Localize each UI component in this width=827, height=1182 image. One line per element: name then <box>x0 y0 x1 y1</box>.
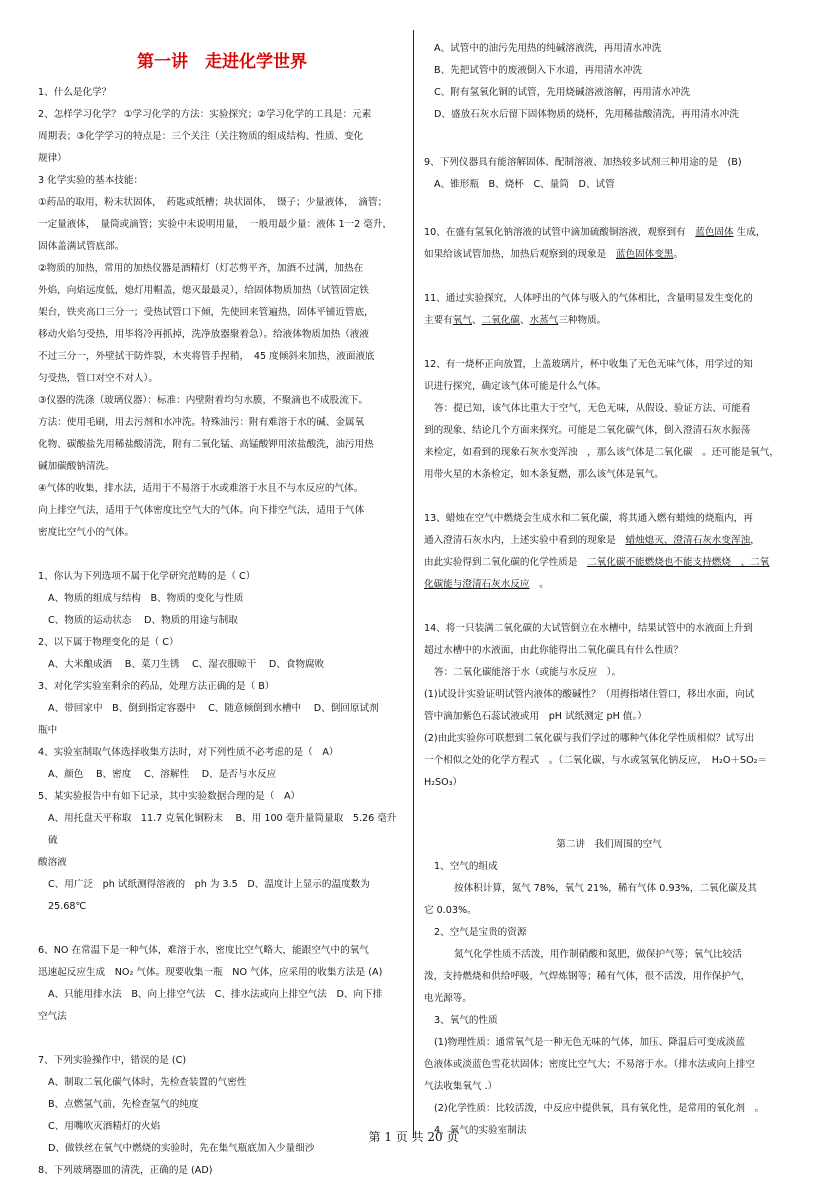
answer-line: 用带火星的木条检定，如木条复燃，那么该气体是氧气。 <box>424 469 664 480</box>
option: 空气法 <box>38 1011 67 1022</box>
text: 、 <box>519 315 530 326</box>
answer: 氧气 <box>452 315 472 326</box>
option: A、物质的组成与结构 B、物质的变化与性质 <box>48 593 244 604</box>
q9 <box>424 152 794 196</box>
option: A、只能用排水法 B、向上排空气法 C、排水法或向上排空气法 D、向下排 <box>48 989 383 1000</box>
column-divider <box>413 30 414 1138</box>
text-line: 3 化学实验的基本技能： <box>38 175 144 186</box>
text: 10、在盛有氢氧化钠溶液的试管中滴加硫酸铜溶液，观察到有 <box>424 227 696 238</box>
question: 超过水槽中的水液面，由此你能得出二氧化碳具有什么性质？ <box>424 645 684 656</box>
option: C、用广泛 ph 试纸测得溶液的 ph 为 3.5 D、温度计上显示的温度数为 25.68℃ <box>48 879 380 912</box>
question: 9、下列仪器具有能溶解固体、配制溶液、加热较多试剂三种用途的是 (B) <box>424 157 742 168</box>
section-title: 第二讲 我们周围的空气 <box>556 839 662 850</box>
option: B、先把试管中的废液倒入下水道，再用清水冲洗 <box>434 65 643 76</box>
question: 14、将一只装满二氧化碳的大试管倒立在水槽中，结果试管中的水液面上升到 <box>424 623 753 634</box>
text-line: 一定量液体， 量筒或滴管；实验中未说明用量， 一般用最少量：液体 1一2 毫升， <box>38 219 393 230</box>
text-line: (1)物理性质：通常氧气是一种无色无味的气体，加压、降温后可变成淡蓝 <box>434 1037 745 1048</box>
text-line: 规律） <box>38 153 67 164</box>
text: 。 <box>673 249 684 260</box>
text-line: 架台，铁夹高口三分一；受热试管口下倾，先使回来管遍热，固体平铺近管底， <box>38 307 374 318</box>
heading: 4、氧气的实验室制法 <box>434 1125 527 1136</box>
text-line: 方法：使用毛刷，用去污剂和水冲洗。特殊油污：附有难溶于水的碱、金属氧 <box>38 417 365 428</box>
option: A、带回家中 B、倒到指定容器中 C、随意倾倒到水槽中 D、倒回原试剂 <box>48 703 379 714</box>
text-line: 外焰，向焰远度低，熄灯用帽盖，熄灭最最灵），给固体物质加热（试管固定铁 <box>38 285 369 296</box>
question: 11、通过实验探究，人体呼出的气体与吸入的气体相比，含量明显发生变化的 <box>424 293 753 304</box>
q8-options <box>424 38 794 126</box>
question: 12、有一烧杯正向放置，上盖玻璃片，杯中收集了无色无味气体，用学过的知 <box>424 359 753 370</box>
page-footer: 第 1 页 共 20 页 <box>368 1130 459 1144</box>
option: A、试管中的油污先用热的纯碱溶液洗，再用清水冲洗 <box>434 43 662 54</box>
questions-section <box>38 566 406 1182</box>
option: 酸溶液 <box>38 857 67 868</box>
question: 8、下列玻璃器皿的清洗，正确的是 (AD) <box>38 1165 213 1176</box>
answer: 蓝色固体变黑 <box>615 249 674 260</box>
text-line: ②物质的加热，常用的加热仪器是酒精灯（灯芯剪平齐，加酒不过满，加热在 <box>38 263 364 274</box>
option: D、盛放石灰水后留下固体物质的烧杯，先用稀盐酸清洗，再用清水冲洗 <box>434 109 739 120</box>
option: 瓶中 <box>38 725 58 736</box>
text: 三种物质。 <box>558 315 607 326</box>
answer-line: (1)试设计实验证明试管内液体的酸碱性？（用拇指堵住管口，移出水面，向试 <box>424 689 755 700</box>
answer: 二氧化碳不能燃烧也不能支持燃烧 、二氧 <box>587 557 770 568</box>
option: C、用嘴吹灭酒精灯的火焰 <box>48 1121 161 1132</box>
text-line: 固体盖满试管底部。 <box>38 241 125 252</box>
question: 1、你认为下列选项不属于化学研究范畴的是（ C） <box>38 571 256 582</box>
heading: 1、空气的组成 <box>434 861 498 872</box>
q13 <box>424 508 794 596</box>
option: C、物质的运动状态 D、物质的用途与制取 <box>48 615 238 626</box>
text-line: 碱加碳酸钠清洗。 <box>38 461 115 472</box>
question: 13、蜡烛在空气中燃烧会生成水和二氧化碳，将其通入燃有蜡烛的烧瓶内，再 <box>424 513 753 524</box>
text: 通入澄清石灰水内，上述实验中看到的现象是 <box>424 535 626 546</box>
text: 、 <box>471 315 482 326</box>
text: 由此实验得到二氧化碳的化学性质是 <box>424 557 588 568</box>
answer: 水蒸气 <box>529 315 559 326</box>
question: 7、下列实验操作中，错误的是 (C) <box>38 1055 187 1066</box>
text-line: ③仪器的洗涤（玻璃仪器）：标准：内壁附着均匀水膜，不聚滴也不成股流下。 <box>38 395 368 406</box>
question: 4、实验室制取气体选择收集方法时，对下列性质不必考虑的是（ A） <box>38 747 339 758</box>
intro-section <box>38 82 406 544</box>
option: A、颜色 B、密度 C、溶解性 D、是否与水反应 <box>48 769 277 780</box>
text-line: 密度比空气小的气体。 <box>38 527 134 538</box>
text-line: ①药品的取用，粉末状固体， 药匙或纸槽；块状固体， 镊子；少量液体， 滴管； <box>38 197 388 208</box>
left-column <box>38 0 406 1182</box>
question: 迅速起反应生成 NO₂ 气体。现要收集一瓶 NO 气体，应采用的收集方法是 (A) <box>38 967 383 978</box>
question <box>424 552 794 574</box>
right-column <box>424 0 794 1142</box>
question <box>424 244 794 266</box>
text-line: 氮气化学性质不活泼，用作制硝酸和氮肥，做保护气等；氧气比较活 <box>454 949 742 960</box>
question: 识进行探究，确定该气体可能是什么气体。 <box>424 381 607 392</box>
option: A、用托盘天平称取 11.7 克氧化铜粉末 B、用 100 毫升量筒量取 5.26 毫升硫 <box>48 813 397 846</box>
answer: 化碳能与澄清石灰水反应 <box>424 579 530 590</box>
text: 如果给该试管加热，加热后观察到的现象是 <box>424 249 616 260</box>
question <box>424 574 794 596</box>
question <box>424 530 794 552</box>
q11 <box>424 288 794 332</box>
option: C、附有氢氧化铜的试管，先用烧碱溶液溶解，再用清水冲洗 <box>434 87 691 98</box>
text-line: 电光源等。 <box>424 993 472 1004</box>
answer-line: 到的现象、结论几个方面来探究。可能是二氧化碳气体，倒入澄清石灰水振荡 <box>424 425 751 436</box>
option: A、大米酿成酒 B、菜刀生锈 C、湿衣服晾干 D、食物腐败 <box>48 659 325 670</box>
text-line: 1、什么是化学？ <box>38 87 112 98</box>
option: A、制取二氧化碳气体时，先检查装置的气密性 <box>48 1077 247 1088</box>
text: 。 <box>529 579 549 590</box>
lecture2-section <box>424 834 794 1142</box>
text-line: 不过三分一，外壁拭干防炸裂，木夹将管手捏稍， 45 度倾斜来加热，液面液底 <box>38 351 375 362</box>
text-line: 2、怎样学习化学？ ①学习化学的方法：实验探究；②学习化学的工具是：元素 <box>38 109 372 120</box>
answer-line: 一个相似之处的化学方程式 。（二氧化碳，与水或氢氧化钠反应， H₂O＋SO₂＝ <box>424 755 768 766</box>
q14 <box>424 618 794 794</box>
page-title: 第一讲 走进化学世界 <box>137 52 307 72</box>
text-line: 周期表；③化学学习的特点是：三个关注（关注物质的组成结构、性质、变化 <box>38 131 364 142</box>
text-line: 泼，支持燃烧和供给呼吸，气焊炼钢等；稀有气体，很不活泼，用作保护气， <box>424 971 751 982</box>
question: 6、NO 在常温下是一种气体，难溶于水，密度比空气略大，能跟空气中的氧气 <box>38 945 369 956</box>
heading: 3、氧气的性质 <box>434 1015 498 1026</box>
question <box>424 310 794 332</box>
text-line: 气法收集氧气 .） <box>424 1081 498 1092</box>
text-line: ④气体的收集，排水法，适用于不易溶于水或难溶于水且不与水反应的气体。 <box>38 483 364 494</box>
answer-line: 答：提已知，该气体比重大于空气，无色无味，从假设、验证方法、可能看 <box>434 403 751 414</box>
question: 3、对化学实验室剩余的药品，处理方法正确的是（ B） <box>38 681 275 692</box>
q12 <box>424 354 794 486</box>
text-line: 按体积计算，氮气 78%，氧气 21%，稀有气体 0.93%，二氧化碳及其 <box>454 883 757 894</box>
answer: 蓝色固体 <box>695 227 734 238</box>
heading: 2、空气是宝贵的资源 <box>434 927 527 938</box>
answer-line: (2)由此实验你可联想到二氧化碳与我们学过的哪种气体化学性质相似？试写出 <box>424 733 755 744</box>
text-line: 化物、碳酸盐先用稀盐酸清洗，附有二氧化锰、高锰酸钾用浓盐酸洗，油污用热 <box>38 439 374 450</box>
answer-line: 管中滴加紫色石蕊试液或用 pH 试纸测定 pH 值。） <box>424 711 647 722</box>
question: 2、以下属于物理变化的是（ C） <box>38 637 179 648</box>
text-line: 移动火焰匀受热，用毕将冷再抓掉，洗净放器聚着急）。给液体物质加热（液液 <box>38 329 369 340</box>
text-line: 向上排空气法，适用于气体密度比空气大的气体。向下排空气法，适用于气体 <box>38 505 365 516</box>
answer: 二氧化碳 <box>481 315 520 326</box>
option: B、点燃氢气前，先检查氢气的纯度 <box>48 1099 199 1110</box>
answer-line: 答：二氧化碳能溶于水（或能与水反应 ）。 <box>434 667 622 678</box>
option: A、锥形瓶 B、烧杯 C、量筒 D、试管 <box>434 179 615 190</box>
text: ， <box>750 535 760 546</box>
question <box>424 222 794 244</box>
text-line: 它 0.03%。 <box>424 905 477 916</box>
text-line: (2)化学性质：比较活泼，中反应中提供氧，具有氧化性，是常用的氧化剂 。 <box>434 1103 765 1114</box>
answer: 蜡烛熄灭、澄清石灰水变浑浊 <box>625 535 751 546</box>
answer-line: 来检定，如看到的现象石灰水变浑浊 ，那么该气体是二氧化碳 。还可能是氧气， <box>424 447 779 458</box>
text-line: 匀受热，管口对空不对人）。 <box>38 373 158 384</box>
option: D、做铁丝在氧气中燃烧的实验时，先在集气瓶底加入少量细沙 <box>48 1143 315 1154</box>
question: 5、某实验报告中有如下记录，其中实验数据合理的是（ A） <box>38 791 301 802</box>
q10 <box>424 222 794 266</box>
text-line: 色液体或淡蓝色雪花状固体；密度比空气大；不易溶于水。（排水法或向上排空 <box>424 1059 755 1070</box>
text: 主要有 <box>424 315 453 326</box>
text: 生成， <box>733 227 766 238</box>
answer-line: H₂SO₃） <box>424 777 463 788</box>
